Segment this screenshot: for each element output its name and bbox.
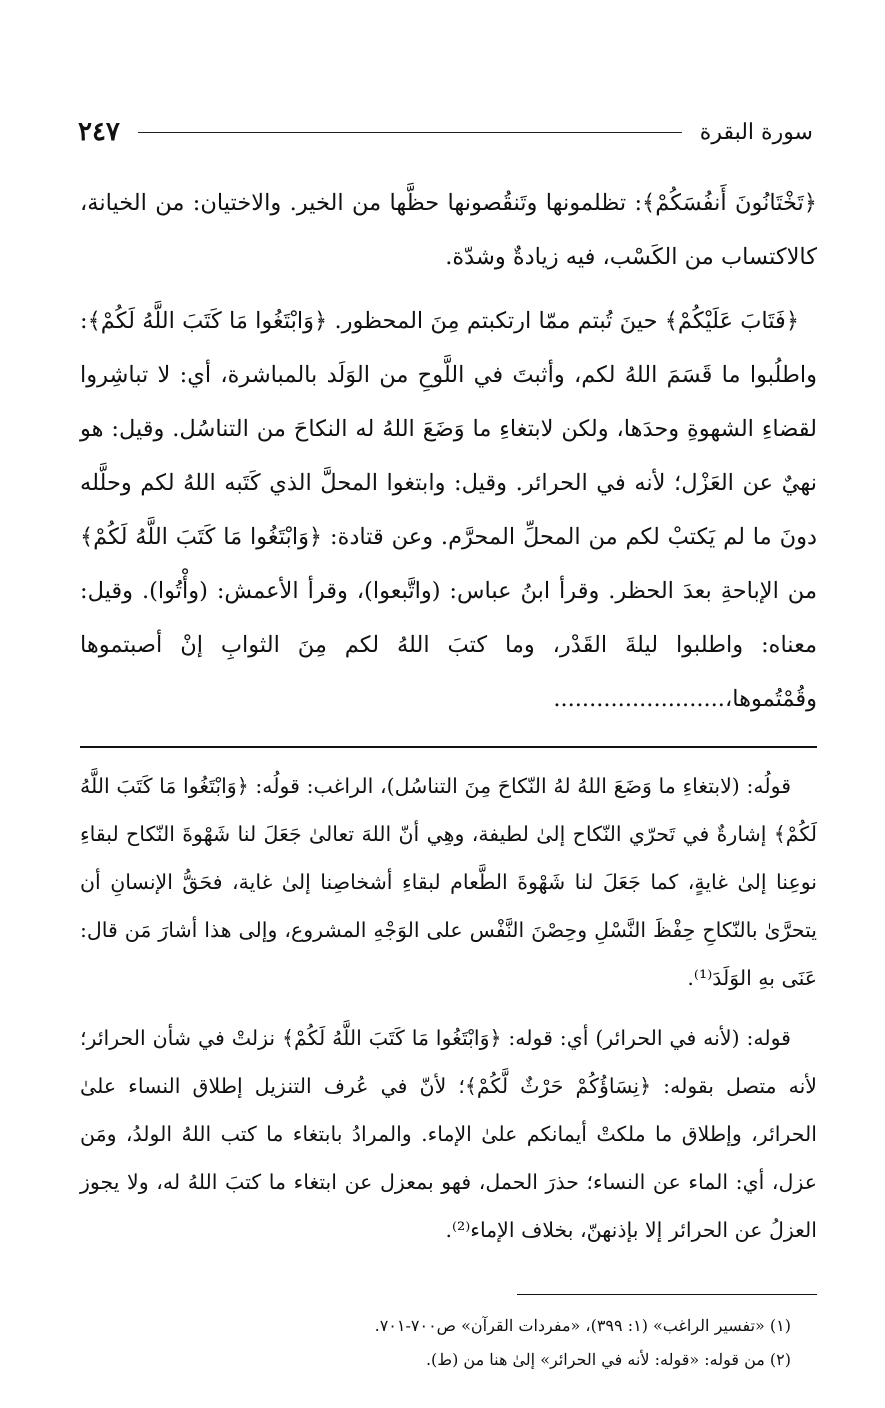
header-rule: [138, 132, 682, 133]
footnote-rule: [517, 1294, 817, 1295]
footnote: (٢) من قوله: «قوله: لأنه في الحرائر» إلىٰ هنا من (ط).: [425, 1350, 791, 1369]
footnotes: [80, 1309, 817, 1377]
commentary-paragraph: قولُه: (لابتغاءِ ما وَضَعَ اللهُ لهُ النّكاحَ مِنَ التناسُل)، الراغب: قولُه: ﴿وَابْتَغُوا مَا كَتَبَ اللَّهُ لَكُمْ﴾ إشارةٌ في تَحرّي النّكاح إلىٰ لطيفة، وهِي أنّ اللهَ تعالىٰ جَعَلَ لنا شَهْوةَ النّكاح لبقاءِ نوعِنا إلىٰ غايةٍ، كما جَعَلَ لنا شَهْوةَ الطَّعام لبقاءِ أشخاصِنا إلىٰ غاية، فحَقُّ الإنسانِ أن يتحرَّىٰ بالنّكاحِ حِفْظَ النَّسْلِ وحِصْنَ النَّفْس على الوَجْهِ المشروع، وإلى هذا أشارَ مَن قال: عَنَى بهِ الوَلَدَ⁽¹⁾.: [80, 774, 817, 990]
main-paragraph: ﴿فَتَابَ عَلَيْكُمْ﴾ حينَ تُبتم ممّا ارتكبتم مِنَ المحظور. ﴿وَابْتَغُوا مَا كَتَبَ اللَّهُ لَكُمْ﴾: واطلُبوا ما قَسَمَ اللهُ لكم، وأثبتَ في اللَّوحِ من الوَلَد بالمباشرة، أي: لا تباشِروا لقضاءِ الشهوةِ وحدَها، ولكن لابتغاءِ ما وَضَعَ اللهُ له النكاحَ من التناسُل. وقيل: هو نهيٌ عن العَزْل؛ لأنه في الحرائر. وقيل: وابتغوا المحلَّ الذي كَتَبه اللهُ لكم وحلَّله دونَ ما لم يَكتبْ لكم من المحلِّ المحرَّم. وعن قتادة: ﴿وَابْتَغُوا مَا كَتَبَ اللَّهُ لَكُمْ﴾ من الإباحةِ بعدَ الحظر. وقرأ ابنُ عباس: (واتَّبعوا)، وقرأ الأعمش: (وأْتُوا). وقيل: معناه: واطلبوا ليلةَ القَدْر، وما كتبَ اللهُ لكم مِنَ الثوابِ إنْ أصبتموها وقُمْتُموها،........................: [80, 308, 817, 712]
commentary-paragraph: قوله: (لأنه في الحرائر) أي: قوله: ﴿وَابْتَغُوا مَا كَتَبَ اللَّهُ لَكُمْ﴾ نزلتْ في شأن الحرائر؛ لأنه متصل بقوله: ﴿نِسَاؤُكُمْ حَرْثٌ لَّكُمْ﴾؛ لأنّ في عُرف التنزيل إطلاق النساء علىٰ الحرائر، وإطلاق ما ملكتْ أيمانكم علىٰ الإماء. والمرادُ بابتغاء ما كتب اللهُ الولدُ، ومَن عزل، أي: الماء عن النساء؛ حذرَ الحمل، فهو بمعزل عن ابتغاء ما كتبَ اللهُ له، ولا يجوز العزلُ عن الحرائر إلا بإذنهنّ، بخلاف الإماء⁽²⁾.: [80, 1026, 817, 1242]
main-paragraph: ﴿تَخْتَانُونَ أَنفُسَكُمْ﴾: تظلمونها وتَنقُصونها حظَّها من الخير. والاختيان: من الخيانة، كالاكتساب من الكَسْب، فيه زيادةٌ وشدّة.: [80, 190, 817, 270]
section-separator: [80, 746, 817, 748]
running-header: [78, 112, 813, 152]
footnote: (١) «تفسير الراغب» (١: ٣٩٩)، «مفردات القرآن» ص٧٠٠-٧٠١.: [374, 1316, 791, 1335]
commentary: [80, 762, 817, 1254]
surah-title: سورة البقرة: [699, 119, 813, 145]
page-body: [80, 176, 817, 1377]
main-text: [80, 176, 817, 726]
page-number: ٢٤٧: [78, 117, 120, 147]
